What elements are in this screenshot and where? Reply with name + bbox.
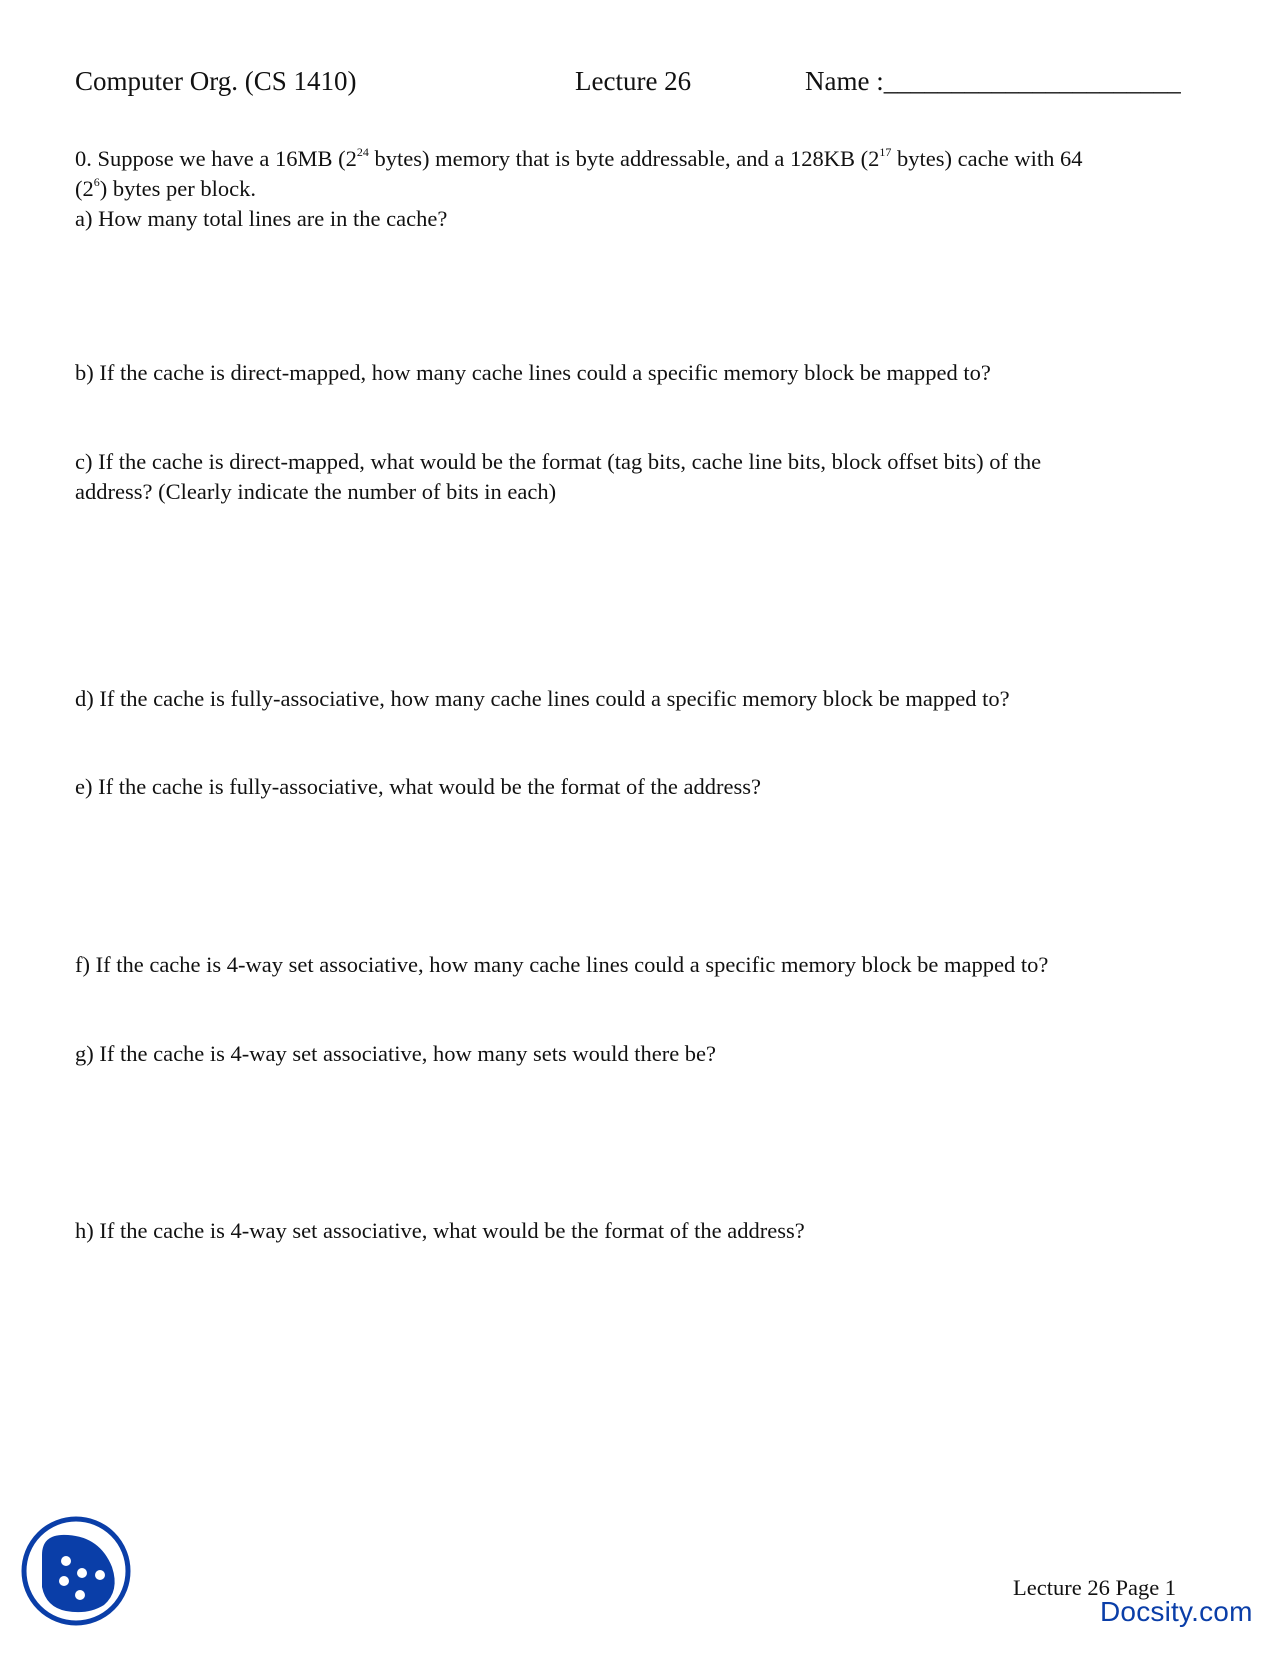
- lecture-number: Lecture 26: [575, 66, 692, 96]
- intro-line-1: 0. Suppose we have a 16MB ($2^{24}$ bytes) memory that is byte addressable, and a 128KB ($2^{17}$ bytes) cache with 64: [75, 144, 1083, 171]
- question-c-line-1: c) If the cache is direct-mapped, what would be the format (tag bits, cache line bits, block offset bits) of the: [75, 449, 1042, 474]
- question-c-line-2: address? (Clearly indicate the number of bits in each): [75, 479, 557, 504]
- intro-problem: [75, 144, 1210, 234]
- question-g: g) If the cache is 4-way set associative, how many sets would there be?: [75, 1041, 717, 1066]
- question-d: d) If the cache is fully-associative, how many cache lines could a specific memory block be mapped to?: [75, 686, 1010, 711]
- question-e: e) If the cache is fully-associative, what would be the format of the address?: [75, 774, 761, 799]
- page-footer-label: Lecture 26 Page 1: [1013, 1575, 1177, 1600]
- question-b: b) If the cache is direct-mapped, how many cache lines could a specific memory block be mapped to?: [75, 360, 991, 385]
- docsity-logo-icon: [20, 1515, 132, 1627]
- page-header: [75, 66, 1205, 106]
- docsity-watermark[interactable]: Docsity.com: [1100, 1596, 1253, 1627]
- name-field: Name :______________________: [805, 66, 1181, 96]
- question-h: h) If the cache is 4-way set associative, what would be the format of the address?: [75, 1218, 805, 1243]
- intro-line-2: $(2^6)$ bytes per block.: [75, 174, 256, 201]
- question-f: f) If the cache is 4-way set associative, how many cache lines could a specific memory block be mapped to?: [75, 952, 1049, 977]
- course-title: Computer Org. (CS 1410): [75, 66, 357, 96]
- question-c: [75, 447, 1210, 507]
- question-a: a) How many total lines are in the cache?: [75, 206, 448, 231]
